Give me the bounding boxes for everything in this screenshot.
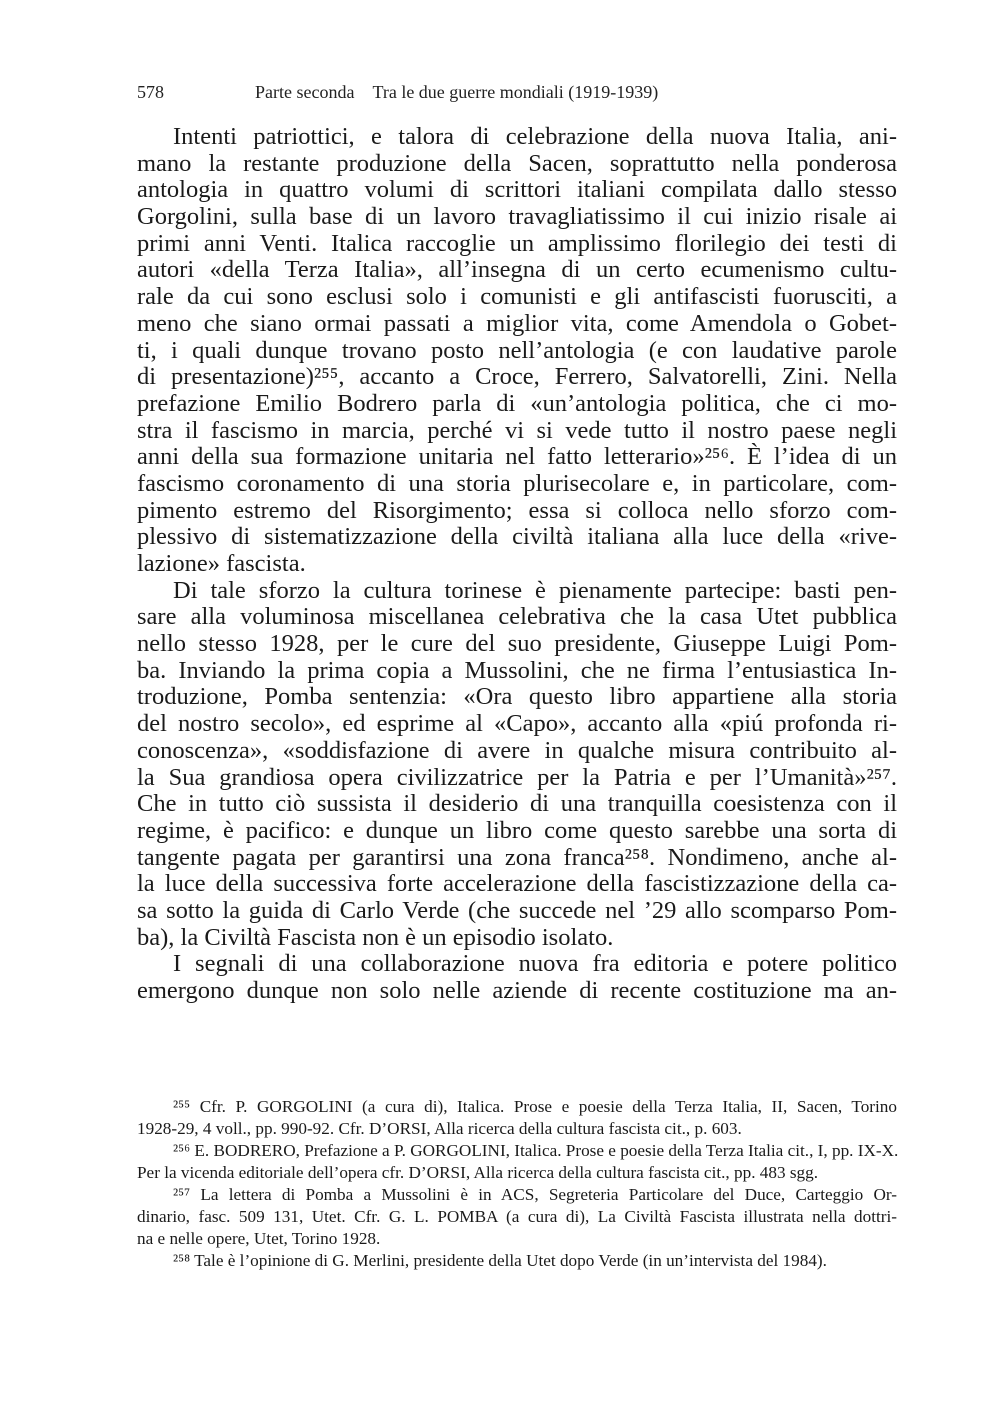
footnote-255 [137,1096,897,1140]
text-line: plessivo di sistematizzazione della civiltà italiana alla luce della «rive- [137,523,897,551]
footnote-line: ²⁵⁸ Tale è l’opinione di G. Merlini, presidente della Utet dopo Verde (in un’intervista del 1984). [173,1251,827,1270]
text-line: pimento estremo del Risorgimento; essa si colloca nello sforzo com- [137,496,897,524]
text-line: antologia in quattro volumi di scrittori italiani compilata dallo stesso [137,176,897,204]
text-line: troduzione, Pomba sentenzia: «Ora questo libro appartiene alla storia [137,683,897,711]
text-line: autori «della Terza Italia», all’insegna di un certo ecumenismo cultu- [137,256,897,284]
running-header [137,80,658,104]
text-line: la Sua grandiosa opera civilizzatrice per la Patria e per l’Umanità»²⁵⁷. [137,763,897,791]
text-line: ba), la Civiltà Fascista non è un episodio isolato. [137,923,614,951]
footnote-line: dinario, fasc. 509 131, Utet. Cfr. G. L. POMBA (a cura di), La Civiltà Fascista illustrata nella dottri- [137,1207,897,1226]
body-text [137,124,897,1005]
text-line: sa sotto la guida di Carlo Verde (che succede nel ’29 allo scomparso Pom- [137,896,897,924]
text-line: la luce della successiva forte accelerazione della fascistizzazione della ca- [137,870,897,898]
text-line: prefazione Emilio Bodrero parla di «un’antologia politica, che ci mo- [137,389,897,417]
text-line: anni della sua formazione unitaria nel fatto letterario»²⁵⁶. È l’idea di un [137,443,897,471]
footnote-256 [137,1140,897,1184]
text-line: del nostro secolo», ed esprime al «Capo», accanto alla «piú profonda ri- [137,710,897,738]
text-line: Che in tutto ciò sussista il desiderio di una tranquilla coesistenza con il [137,790,897,818]
text-line: stra il fascismo in marcia, perché vi si vede tutto il nostro paese negli [137,416,897,444]
footnotes [137,1096,897,1272]
text-line: regime, è pacifico: e dunque un libro come questo sarebbe una sorta di [137,816,897,844]
footnote-line: ²⁵⁶ E. BODRERO, Prefazione a P. GORGOLINI, Italica. Prose e poesie della Terza Italia cit., I, pp. IX-X. [173,1141,899,1160]
text-line: I segnali di una collaborazione nuova fra editoria e potere politico [173,950,897,978]
text-line: Di tale sforzo la cultura torinese è pienamente partecipe: basti pen- [173,576,897,604]
text-line: rale da cui sono esclusi solo i comunisti e gli antifascisti fuorusciti, a [137,283,897,311]
header-part: Parte seconda [255,82,355,102]
text-line: meno che siano ormai passati a miglior vita, come Amendola o Gobet- [137,309,897,337]
text-line: tangente pagata per garantirsi una zona franca²⁵⁸. Nondimeno, anche al- [137,843,897,871]
footnote-line: ²⁵⁷ La lettera di Pomba a Mussolini è in ACS, Segreteria Particolare del Duce, Carteggio Or- [173,1185,897,1204]
text-line: primi anni Venti. Italica raccoglie un amplissimo florilegio dei testi di [137,229,897,257]
text-line: emergono dunque non solo nelle aziende di recente costituzione ma an- [137,977,897,1004]
text-line: sare alla voluminosa miscellanea celebrativa che la casa Utet pubblica [137,603,897,631]
footnote-line: na e nelle opere, Utet, Torino 1928. [137,1229,381,1248]
footnote-line: Per la vicenda editoriale dell’opera cfr. D’ORSI, Alla ricerca della cultura fascista cit., pp. 483 sgg. [137,1163,819,1182]
footnote-258 [137,1250,897,1272]
text-line: ba. Inviando la prima copia a Mussolini, che ne firma l’entusiastica In- [137,656,897,684]
text-line: lazione» fascista. [137,550,306,577]
text-line: Gorgolini, sulla base di un lavoro travagliatissimo il cui inizio risale ai [137,203,897,231]
header-section: Tra le due guerre mondiali (1919-1939) [372,82,659,102]
text-line: conoscenza», «soddisfazione di avere in qualche misura contribuito al- [137,736,897,764]
text-line: mano la restante produzione della Sacen, soprattutto nella ponderosa [137,149,897,177]
text-line: ti, i quali dunque trovano posto nell’antologia (e con laudative parole [137,336,897,364]
text-line: di presentazione)²⁵⁵, accanto a Croce, Ferrero, Salvatorelli, Zini. Nella [137,363,897,391]
footnote-line: 1928-29, 4 voll., pp. 990-92. Cfr. D’ORSI, Alla ricerca della cultura fascista cit., p. 603. [137,1119,742,1138]
text-line: fascismo coronamento di una storia plurisecolare e, in particolare, com- [137,469,897,497]
text-line: nello stesso 1928, per le cure del suo presidente, Giuseppe Luigi Pom- [137,630,897,658]
page-number: 578 [137,82,164,102]
text-line: Intenti patriottici, e talora di celebrazione della nuova Italia, ani- [173,123,897,150]
footnote-line: ²⁵⁵ Cfr. P. GORGOLINI (a cura di), Italica. Prose e poesie della Terza Italia, II, Sacen, Torino [173,1097,897,1116]
footnote-257 [137,1184,897,1250]
